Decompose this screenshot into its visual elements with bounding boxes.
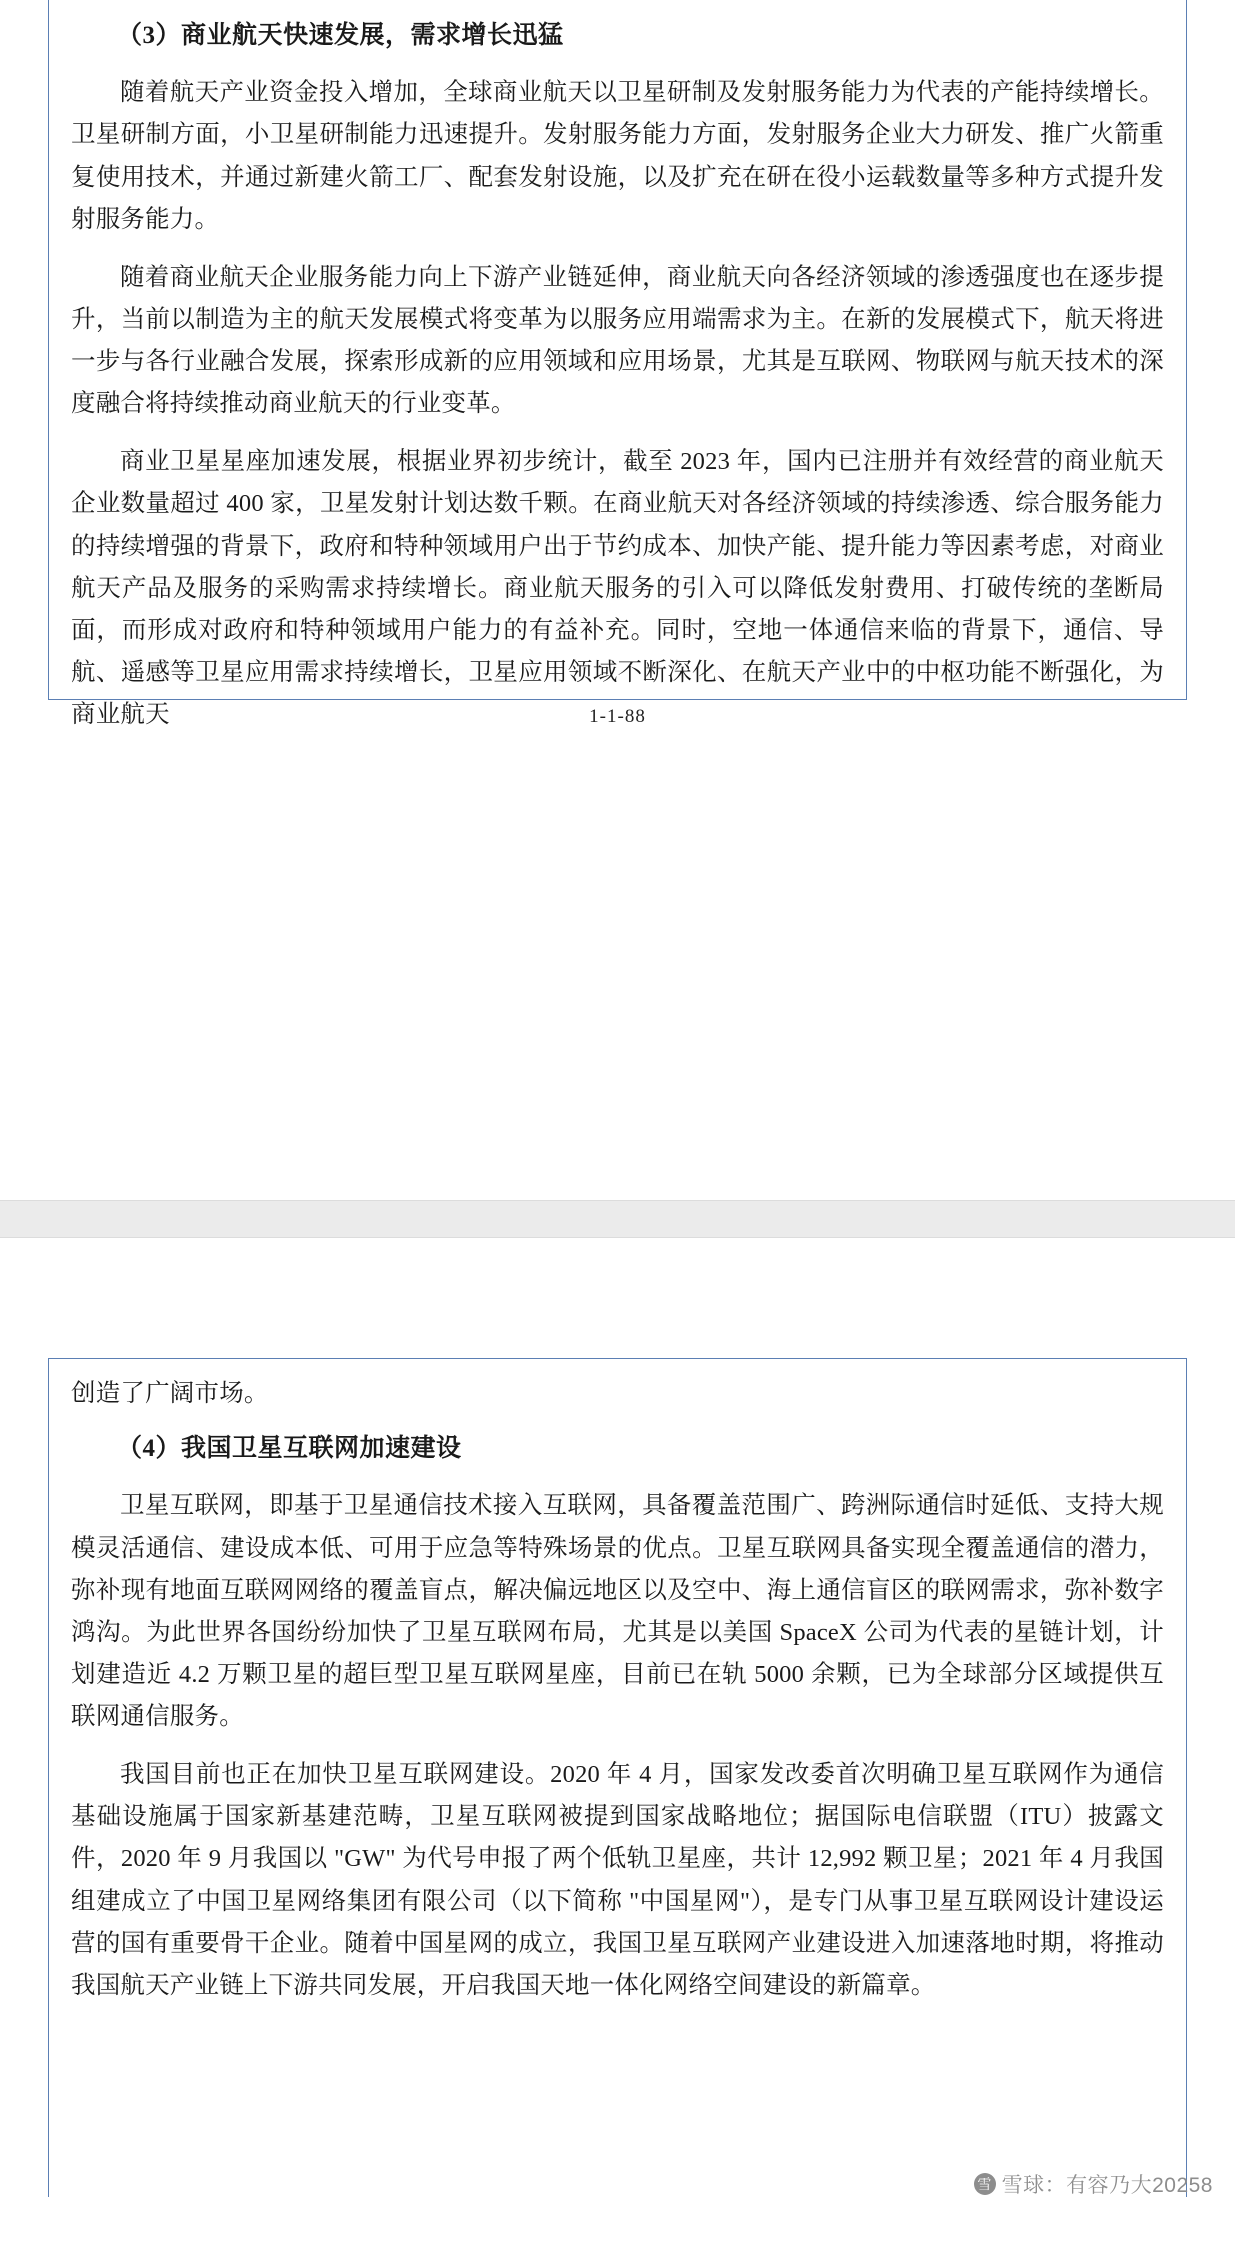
page-2-heading: （4）我国卫星互联网加速建设 bbox=[117, 1435, 462, 1463]
continued-line: 创造了广阔市场。 bbox=[71, 1380, 269, 1407]
page-bottom-clip bbox=[0, 2197, 1235, 2203]
watermark-text: 雪球：有容乃大20258 bbox=[1001, 2174, 1213, 2197]
watermark bbox=[974, 2169, 1213, 2199]
document-page-2 bbox=[0, 1358, 1235, 2203]
paragraph: 我国目前也正在加快卫星互联网建设。2020 年 4 月，国家发改委首次明确卫星互联网作为通信基础设施属于国家新基建范畴，卫星互联网被提到国家战略地位；据国际电信联盟（ITU）披露文件，2020 年 9 月我国以 "GW" 为代号申报了两个低轨卫星座，共计 12,992 颗卫星；2021 年 4 月我国组建成立了中国卫星网络集团有限公司（以下简称 "中国星网"），是专门从事卫星互联网设计建设运营的国有重要骨干企业。随着中国星网的成立，我国卫星互联网产业建设进入加速落地时期，将推动我国航天产业链上下游共同发展，开启我国天地一体化网络空间建设的新篇章。 bbox=[71, 1761, 1164, 1999]
page-separator bbox=[0, 1200, 1235, 1238]
paragraph: 随着航天产业资金投入增加，全球商业航天以卫星研制及发射服务能力为代表的产能持续增长。卫星研制方面，小卫星研制能力迅速提升。发射服务能力方面，发射服务企业大力研发、推广火箭重复使用技术，并通过新建火箭工厂、配套发射设施，以及扩充在研在役小运载数量等多种方式提升发射服务能力。 bbox=[71, 79, 1164, 233]
page-separator-white-bottom bbox=[0, 1238, 1235, 1358]
page-separator-white-top bbox=[0, 1152, 1235, 1200]
paragraph: 商业卫星星座加速发展，根据业界初步统计，截至 2023 年，国内已注册并有效经营的商业航天企业数量超过 400 家，卫星发射计划达数千颗。在商业航天对各经济领域的持续渗透、综合服务能力的持续增强的背景下，政府和特种领域用户出于节约成本、加快产能、提升能力等因素考虑，对商业航天产品及服务的采购需求持续增长。商业航天服务的引入可以降低发射费用、打破传统的垄断局面，而形成对政府和特种领域用户能力的有益补充。同时，空地一体通信来临的背景下，通信、导航、遥感等卫星应用需求持续增长，卫星应用领域不断深化、在航天产业中的中枢功能不断强化，为商业航天 bbox=[71, 448, 1164, 728]
page-2-text-frame bbox=[48, 1358, 1187, 2203]
paragraph: 随着商业航天企业服务能力向上下游产业链延伸，商业航天向各经济领域的渗透强度也在逐步提升，当前以制造为主的航天发展模式将变革为以服务应用端需求为主。在新的发展模式下，航天将进一步与各行业融合发展，探索形成新的应用领域和应用场景，尤其是互联网、物联网与航天技术的深度融合将持续推动商业航天的行业变革。 bbox=[71, 263, 1164, 418]
snowball-icon: 雪 bbox=[974, 2173, 996, 2195]
paragraph: 卫星互联网，即基于卫星通信技术接入互联网，具备覆盖范围广、跨洲际通信时延低、支持大规模灵活通信、建设成本低、可用于应急等特殊场景的优点。卫星互联网具备实现全覆盖通信的潜力，弥补现有地面互联网网络的覆盖盲点，解决偏远地区以及空中、海上通信盲区的联网需求，弥补数字鸿沟。为此世界各国纷纷加快了卫星互联网布局，尤其是以美国 SpaceX 公司为代表的星链计划，计划建造近 4.2 万颗卫星的超巨型卫星互联网星座，目前已在轨 5000 余颗，已为全球部分区域提供互联网通信服务。 bbox=[71, 1492, 1164, 1730]
page-1-heading: （3）商业航天快速发展，需求增长迅猛 bbox=[117, 22, 564, 49]
page-number: 1-1-88 bbox=[589, 706, 646, 727]
